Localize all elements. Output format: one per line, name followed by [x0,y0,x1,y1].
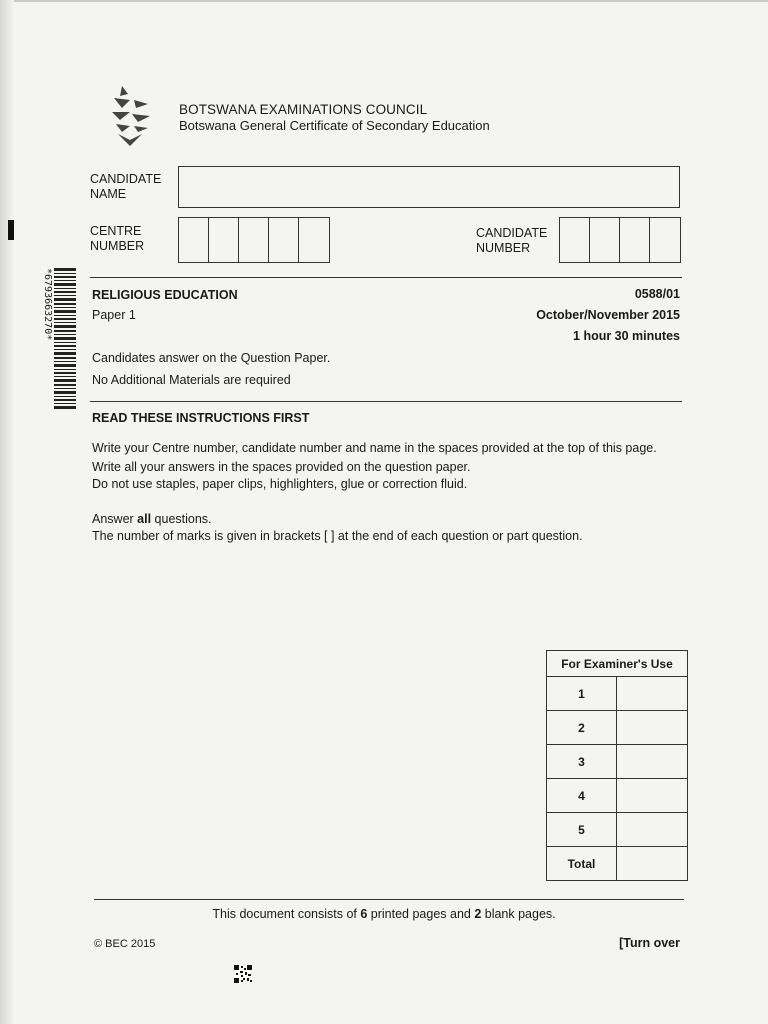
certificate-name: Botswana General Certificate of Secondary Education [179,118,490,133]
question-number: 3 [547,745,617,779]
candidate-number-label: CANDIDATE NUMBER [476,226,548,255]
answer-all-text [92,512,212,526]
answer-prefix: Answer [92,512,138,526]
qr-code-icon [234,965,252,983]
instruction-line: Do not use staples, paper clips, highlighters, glue or correction fluid. [92,477,468,491]
examiner-table-title: For Examiner's Use [547,651,688,677]
pages-prefix: This document consists of [212,907,361,921]
table-row [547,847,688,881]
page-top-edge [0,0,768,2]
question-number: 1 [547,677,617,711]
marks-instruction: The number of marks is given in brackets [ ] at the end of each question or part question. [92,529,583,543]
mark-cell[interactable] [617,711,688,745]
mark-cell[interactable] [617,779,688,813]
candidate-name-label: CANDIDATE NAME [90,172,162,201]
table-row [547,779,688,813]
mark-cell[interactable] [617,813,688,847]
centre-digit-box[interactable] [269,218,299,262]
centre-digit-box[interactable] [209,218,239,262]
table-row [547,711,688,745]
page-left-shadow [0,0,14,1024]
question-number: 5 [547,813,617,847]
council-name: BOTSWANA EXAMINATIONS COUNCIL [179,102,428,117]
centre-digit-box[interactable] [239,218,269,262]
divider-footer [94,899,684,900]
centre-number-label: CENTRE NUMBER [90,224,145,253]
examiner-use-table [546,650,688,881]
candidate-digit-box[interactable] [560,218,590,262]
answer-on-paper-text: Candidates answer on the Question Paper. [92,351,331,365]
centre-digit-box[interactable] [179,218,209,262]
table-row [547,813,688,847]
paper-number: Paper 1 [92,308,136,322]
candidate-digit-box[interactable] [650,218,680,262]
candidate-digit-box[interactable] [590,218,620,262]
answer-suffix: questions. [151,512,212,526]
barcode-icon [54,268,76,410]
page-count-text [0,907,768,921]
copyright-text: © BEC 2015 [94,938,156,950]
centre-number-field[interactable] [178,217,330,263]
exam-session: October/November 2015 [536,308,680,322]
mark-cell[interactable] [617,677,688,711]
question-number: 4 [547,779,617,813]
table-row [547,677,688,711]
exam-duration: 1 hour 30 minutes [573,329,680,343]
instructions-heading: READ THESE INSTRUCTIONS FIRST [92,411,310,425]
paper-code: 0588/01 [634,287,680,301]
centre-digit-box[interactable] [299,218,329,262]
subject-title: RELIGIOUS EDUCATION [92,288,238,302]
printed-page-count: 6 [360,907,368,921]
divider-top [90,277,682,278]
bec-logo-icon [108,84,152,150]
total-mark-cell[interactable] [617,847,688,881]
instruction-line: Write your Centre number, candidate number and name in the spaces provided at the top of this page. [92,441,657,455]
pages-middle: printed pages and [367,907,475,921]
turn-over-text: [Turn over [619,936,680,950]
instruction-line: Write all your answers in the spaces provided on the question paper. [92,460,471,474]
answer-emphasis: all [137,512,152,526]
divider-middle [90,401,682,402]
blank-page-count: 2 [474,907,482,921]
barcode-number: *6793663270* [42,268,53,341]
candidate-digit-box[interactable] [620,218,650,262]
candidate-name-field[interactable] [178,166,680,208]
table-row [547,745,688,779]
candidate-number-field[interactable] [559,217,681,263]
pages-suffix: blank pages. [481,907,556,921]
question-number: 2 [547,711,617,745]
additional-materials-text: No Additional Materials are required [92,373,291,387]
mark-cell[interactable] [617,745,688,779]
scan-edge-mark [8,220,14,240]
total-label: Total [547,847,617,881]
